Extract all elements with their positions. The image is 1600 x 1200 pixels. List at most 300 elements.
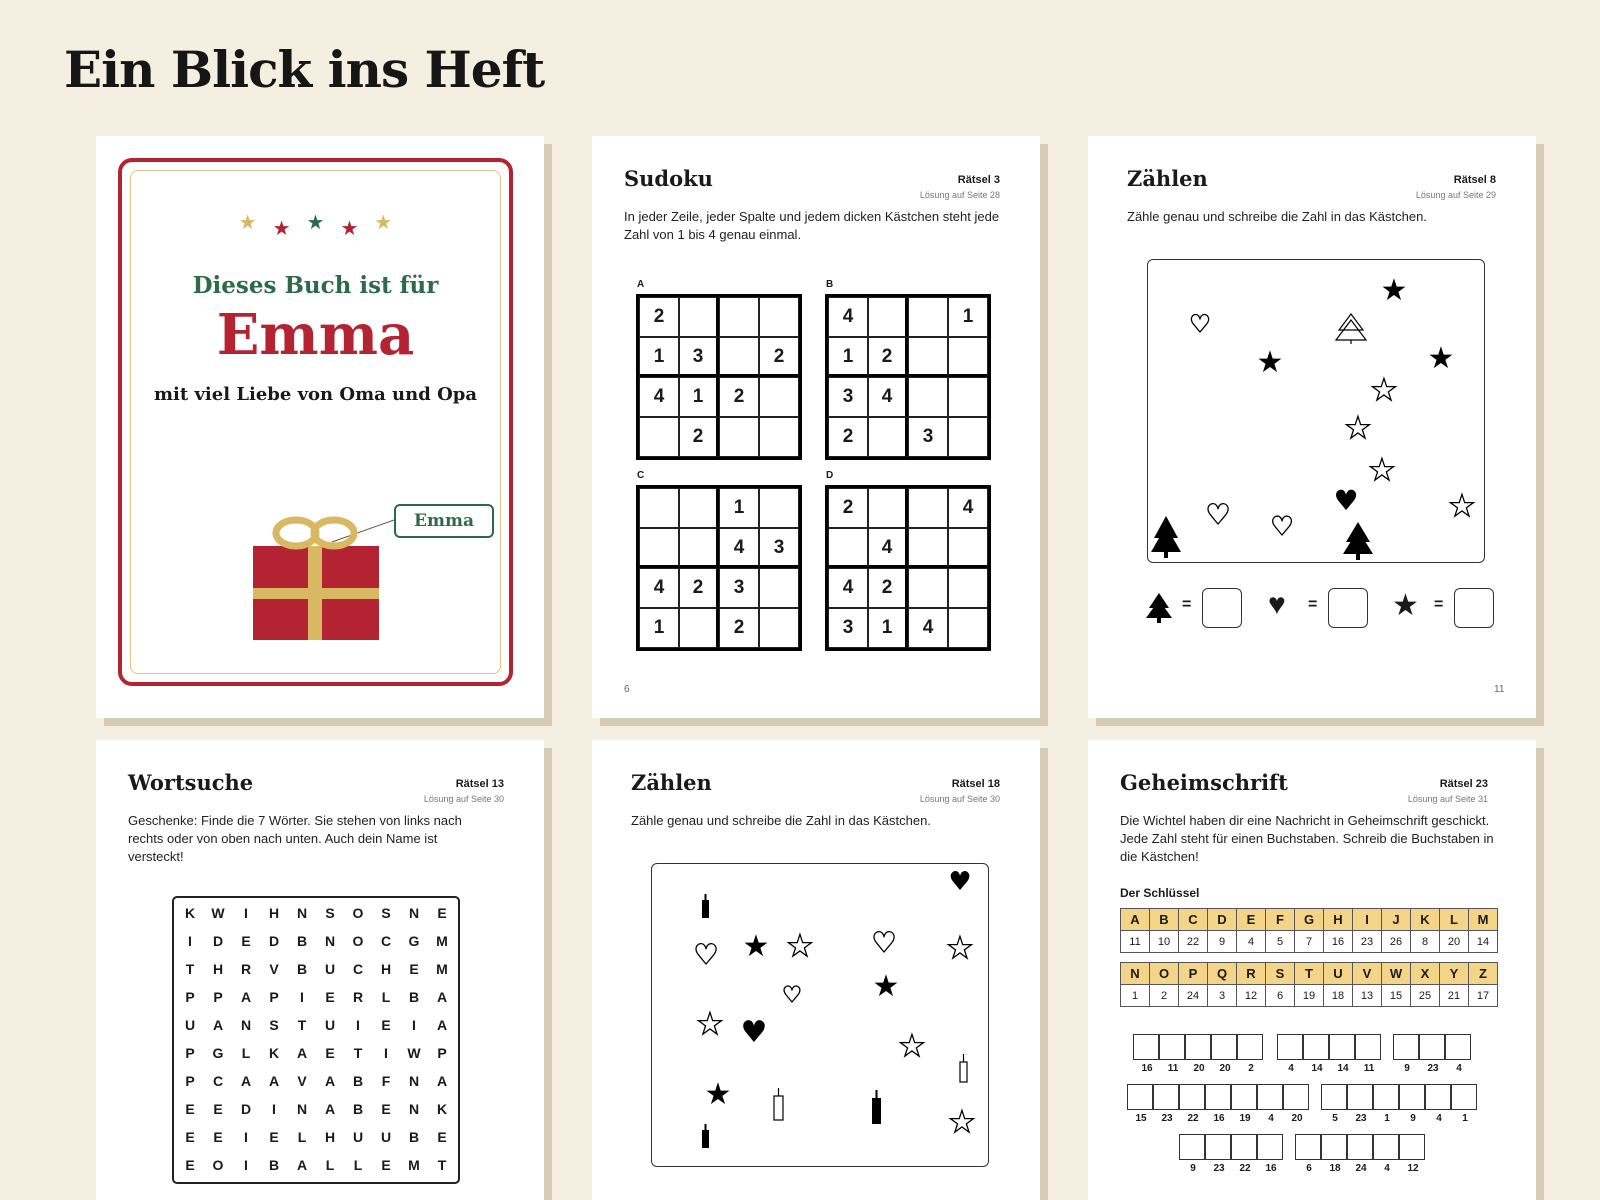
wordsearch-letter[interactable]: E [185,1101,195,1117]
answer-letter-box[interactable] [1231,1084,1257,1110]
sudoku-cell[interactable] [868,417,908,457]
sudoku-grid-a [636,294,802,460]
wordsearch-letter[interactable]: A [240,989,252,1005]
wordsearch-row [176,1011,458,1039]
wordsearch-letter[interactable]: H [268,905,280,921]
wordsearch-row [176,955,458,983]
code-number: 23 [1213,1163,1225,1174]
wordsearch-letter[interactable]: K [436,1101,448,1117]
sudoku-cell[interactable] [759,297,799,337]
sudoku-cell[interactable] [948,608,988,648]
wordsearch-letter[interactable]: E [213,1101,223,1117]
svg-text:★: ★ [898,1029,926,1064]
answer-letter-box[interactable] [1257,1134,1283,1160]
key-number: 1 [1121,985,1150,1007]
key-letter: C [1179,909,1208,931]
wordsearch-letter[interactable]: U [324,1017,336,1033]
gold-star-icon: ★ [374,212,393,234]
key-number: 23 [1353,931,1382,953]
tree-icon [1142,590,1176,624]
sudoku-label: C [637,470,645,481]
answer-letter-box[interactable] [1399,1134,1425,1160]
wordsearch-letter[interactable]: E [325,1045,335,1061]
answer-letter-box[interactable] [1303,1034,1329,1060]
wordsearch-letter[interactable]: N [240,1017,252,1033]
code-number: 1 [1462,1113,1468,1124]
wordsearch-letter[interactable]: M [436,961,448,977]
answer-word [1180,1134,1284,1174]
sudoku-cell[interactable] [948,528,988,568]
wordsearch-letter[interactable]: B [408,989,420,1005]
wordsearch-letter[interactable]: I [356,1017,360,1033]
answer-word [1278,1034,1382,1074]
svg-text:♥: ♥ [948,867,972,897]
svg-text:★: ★ [946,931,974,966]
answer-letter-box[interactable] [1329,1034,1355,1060]
answer-letter-box[interactable] [1373,1084,1399,1110]
wordsearch-letter[interactable]: A [324,1101,336,1117]
wordsearch-row [176,1039,458,1067]
wordsearch-letter[interactable]: A [240,1073,252,1089]
answer-letter-box[interactable] [1393,1034,1419,1060]
wordsearch-letter[interactable]: W [211,905,225,921]
code-number: 12 [1407,1163,1419,1174]
wordsearch-letter[interactable]: R [352,989,364,1005]
wordsearch-row [176,927,458,955]
sudoku-cell: 1 [948,297,988,337]
sudoku-cell[interactable] [908,377,948,417]
wordsearch-letter[interactable]: E [409,961,419,977]
sudoku-cell[interactable] [908,297,948,337]
answer-letter-box[interactable] [1211,1034,1237,1060]
svg-text:♥: ♥ [782,983,802,1008]
wordsearch-letter[interactable]: L [353,1157,363,1173]
sudoku-cell[interactable] [639,488,679,528]
cover-dedication-line: Dieses Buch ist für [192,272,439,299]
svg-text:♥: ♥ [1205,498,1231,531]
cover-from-line: mit viel Liebe von Oma und Opa [154,384,477,405]
key-number: 4 [1237,931,1266,953]
sudoku-cell[interactable] [639,417,679,457]
answer-box-stars[interactable] [1454,588,1494,628]
wordsearch-letter[interactable]: A [436,989,448,1005]
wordsearch-letter[interactable]: W [407,1045,421,1061]
sudoku-cell[interactable] [908,337,948,377]
wordsearch-letter[interactable]: P [185,1045,195,1061]
sudoku-cell[interactable] [759,417,799,457]
code-number: 9 [1410,1113,1416,1124]
wordsearch-letter[interactable]: B [352,1073,364,1089]
wordsearch-letter[interactable]: H [212,961,224,977]
key-letter: O [1150,963,1179,985]
wordsearch-row [176,899,458,927]
key-number: 15 [1382,985,1411,1007]
answer-letter-box[interactable] [1283,1084,1309,1110]
sudoku-cell[interactable] [908,568,948,608]
sudoku-cell: 4 [908,608,948,648]
key-number: 16 [1324,931,1353,953]
wordsearch-letter[interactable]: E [185,1129,195,1145]
key-number: 21 [1440,985,1469,1007]
sudoku-label: D [826,470,834,481]
sudoku-cell: 2 [868,568,908,608]
svg-text:♥: ♥ [871,926,897,959]
sudoku-cell[interactable] [948,568,988,608]
wordsearch-letter[interactable]: T [437,1157,447,1173]
wordsearch-letter[interactable]: C [380,933,392,949]
sudoku-cell[interactable] [828,528,868,568]
key-letter: L [1440,909,1469,931]
wordsearch-letter[interactable]: K [268,1045,280,1061]
sudoku-cell: 3 [908,417,948,457]
answer-word [1296,1134,1426,1174]
key-number: 20 [1440,931,1469,953]
wordsearch-letter[interactable]: N [408,1073,420,1089]
sudoku-cell[interactable] [679,297,719,337]
cipher-key-table-1 [1120,908,1498,953]
sudoku-cell[interactable] [719,337,759,377]
wordsearch-letter[interactable]: E [381,1017,391,1033]
answer-letter-box[interactable] [1277,1034,1303,1060]
sudoku-cell[interactable] [908,528,948,568]
sudoku-cell[interactable] [948,417,988,457]
svg-text:★: ★ [1427,341,1455,376]
wordsearch-letter[interactable]: V [297,1073,307,1089]
wordsearch-letter[interactable]: C [352,961,364,977]
wordsearch-letter[interactable]: F [381,1073,391,1089]
wordsearch-letter[interactable]: E [213,1129,223,1145]
key-number: 18 [1324,985,1353,1007]
svg-text:♥: ♥ [1189,310,1211,338]
answer-letter-box[interactable] [1127,1084,1153,1110]
wordsearch-letter[interactable]: A [296,1045,308,1061]
wordsearch-letter[interactable]: L [297,1129,307,1145]
sudoku-cell: 4 [828,568,868,608]
sudoku-cell[interactable] [639,528,679,568]
wordsearch-letter[interactable]: E [381,1157,391,1173]
key-number: 3 [1208,985,1237,1007]
wordsearch-letter[interactable]: T [353,1045,363,1061]
answer-letter-box[interactable] [1153,1084,1179,1110]
wordsearch-letter[interactable]: C [212,1073,224,1089]
wordsearch-letter[interactable]: A [268,1073,280,1089]
sudoku-cell[interactable] [759,608,799,648]
wordsearch-letter[interactable]: V [269,961,279,977]
sudoku-cell[interactable] [759,377,799,417]
wordsearch-letter[interactable]: S [269,1017,279,1033]
sudoku-cell[interactable] [719,297,759,337]
wordsearch-letter[interactable]: L [325,1157,335,1173]
wordsearch-letter[interactable]: B [268,1157,280,1173]
answer-letter-box[interactable] [1321,1084,1347,1110]
wordsearch-letter[interactable]: T [297,1017,307,1033]
wordsearch-letter[interactable]: B [352,1101,364,1117]
sudoku-cell[interactable] [868,297,908,337]
wordsearch-letter[interactable]: A [324,1073,336,1089]
wordsearch-letter[interactable]: I [244,905,248,921]
sudoku-cell: 2 [759,337,799,377]
key-letter: U [1324,963,1353,985]
puzzle-number: Rätsel 23 [1439,778,1488,790]
answer-letter-box[interactable] [1205,1134,1231,1160]
sudoku-cell: 1 [639,337,679,377]
wordsearch-letter[interactable]: O [352,905,364,921]
wordsearch-letter[interactable]: E [325,989,335,1005]
puzzle-number: Rätsel 8 [1453,174,1496,186]
key-letter: Q [1208,963,1237,985]
wordsearch-letter[interactable]: R [240,961,252,977]
key-letter: Z [1469,963,1498,985]
answer-letter-box[interactable] [1321,1134,1347,1160]
svg-text:♥: ♥ [693,938,719,971]
key-number: 2 [1150,985,1179,1007]
sudoku-cell[interactable] [679,528,719,568]
wordsearch-letter[interactable]: L [381,989,391,1005]
sudoku-cell: 2 [679,568,719,608]
code-number: 19 [1239,1113,1251,1124]
wordsearch-letter[interactable]: G [408,933,420,949]
wordsearch-letter[interactable]: H [380,961,392,977]
wordsearch-letter[interactable]: E [437,1129,447,1145]
wordsearch-letter[interactable]: E [381,1101,391,1117]
sudoku-cell[interactable] [868,488,908,528]
sudoku-cell[interactable] [719,417,759,457]
wordsearch-letter[interactable]: U [352,1129,364,1145]
answer-letter-box[interactable] [1185,1034,1211,1060]
code-number: 4 [1456,1063,1462,1074]
answer-letter-box[interactable] [1257,1084,1283,1110]
code-number: 20 [1193,1063,1205,1074]
counting-objects [1148,260,1486,564]
wordsearch-letter[interactable]: M [408,1157,420,1173]
answer-letter-box[interactable] [1231,1134,1257,1160]
sudoku-cell[interactable] [948,337,988,377]
answer-word [1322,1084,1478,1124]
wordsearch-letter[interactable]: O [212,1157,224,1173]
key-letter: W [1382,963,1411,985]
code-number: 18 [1329,1163,1341,1174]
wordsearch-letter[interactable]: I [244,1157,248,1173]
code-number: 4 [1268,1113,1274,1124]
wordsearch-letter[interactable]: H [324,1129,336,1145]
wordsearch-letter[interactable]: I [300,989,304,1005]
svg-text:★: ★ [696,1007,724,1042]
sudoku-cell: 2 [828,488,868,528]
answer-letter-box[interactable] [1179,1084,1205,1110]
code-number: 23 [1161,1113,1173,1124]
wordsearch-letter[interactable]: U [324,961,336,977]
answer-letter-box[interactable] [1399,1084,1425,1110]
answer-letter-box[interactable] [1347,1134,1373,1160]
wordsearch-letter[interactable]: M [436,933,448,949]
sudoku-cell: 1 [719,488,759,528]
answer-letter-box[interactable] [1445,1034,1471,1060]
sudoku-cell: 3 [828,608,868,648]
wordsearch-letter[interactable]: B [408,1129,420,1145]
wordsearch-letter[interactable]: N [296,905,308,921]
wordsearch-letter[interactable]: D [240,1101,252,1117]
instruction-text: Zähle genau und schreibe die Zahl in das Kästchen. [1127,209,1427,224]
answer-letter-box[interactable] [1133,1034,1159,1060]
key-label: Der Schlüssel [1120,886,1200,900]
puzzle-number: Rätsel 18 [951,778,1000,790]
key-letter: I [1353,909,1382,931]
wordsearch-letter[interactable]: E [269,1129,279,1145]
wordsearch-letter[interactable]: I [244,1129,248,1145]
code-number: 22 [1239,1163,1251,1174]
wordsearch-letter[interactable]: G [212,1045,224,1061]
wordsearch-letter[interactable]: N [408,905,420,921]
page-title: Zählen [631,770,712,795]
equals-sign: = [1434,596,1444,613]
counting-scene [651,863,989,1167]
wordsearch-letter[interactable]: P [185,1073,195,1089]
code-number: 22 [1187,1113,1199,1124]
gift-illustration [118,158,513,686]
wordsearch-letter[interactable]: I [272,1101,276,1117]
svg-text:★: ★ [786,929,814,964]
sudoku-cell[interactable] [759,568,799,608]
secret-code-page-card [1088,740,1536,1200]
answer-word [1394,1034,1472,1074]
wordsearch-letter[interactable]: P [269,989,279,1005]
code-number: 11 [1167,1063,1179,1074]
svg-text:★: ★ [704,1077,732,1112]
code-number: 24 [1355,1163,1367,1174]
sudoku-cell[interactable] [679,488,719,528]
sudoku-cell[interactable] [908,488,948,528]
instruction-text: Die Wichtel haben dir eine Nachricht in Geheimschrift geschickt. Jede Zahl steht für einen Buchstaben. Schreib die Buchstaben in die Kästchen! [1120,813,1494,864]
wordsearch-letter[interactable]: I [384,1045,388,1061]
answer-letter-box[interactable] [1179,1134,1205,1160]
answer-box-trees[interactable] [1202,588,1242,628]
cover-page-card [96,136,544,718]
code-number: 11 [1363,1063,1375,1074]
sudoku-cell: 2 [679,417,719,457]
answer-letter-box[interactable] [1425,1084,1451,1110]
sudoku-cell: 4 [868,377,908,417]
code-number: 2 [1248,1063,1254,1074]
wordsearch-letter[interactable]: S [325,905,335,921]
wordsearch-letter[interactable]: B [296,933,308,949]
wordsearch-letter[interactable]: A [436,1017,448,1033]
sudoku-cell: 3 [679,337,719,377]
svg-text:★: ★ [1370,373,1398,408]
equals-sign: = [1308,596,1318,613]
wordsearch-letter[interactable]: I [412,1017,416,1033]
solution-page: Lösung auf Seite 30 [423,794,504,804]
key-letter: T [1295,963,1324,985]
wordsearch-letter[interactable]: N [324,933,336,949]
wordsearch-letter[interactable]: I [188,933,192,949]
code-number: 16 [1141,1063,1153,1074]
wordsearch-letter[interactable]: B [296,961,308,977]
wordsearch-letter[interactable]: T [185,961,195,977]
wordsearch-letter[interactable]: P [185,989,195,1005]
wordsearch-letter[interactable]: K [184,905,196,921]
wordsearch-letter[interactable]: O [352,933,364,949]
wordsearch-letter[interactable]: E [185,1157,195,1173]
sudoku-cell: 1 [679,377,719,417]
key-letter: J [1382,909,1411,931]
sudoku-cell[interactable] [759,488,799,528]
answer-letter-box[interactable] [1205,1084,1231,1110]
key-letter: M [1469,909,1498,931]
solution-page: Lösung auf Seite 31 [1407,794,1488,804]
sudoku-cell: 3 [759,528,799,568]
instruction-text: In jeder Zeile, jeder Spalte und jedem dicken Kästchen steht jede Zahl von 1 bis 4 genau einmal. [624,209,1000,242]
sudoku-cell: 4 [719,528,759,568]
wordsearch-letter[interactable]: U [184,1017,196,1033]
answer-box-hearts[interactable] [1328,588,1368,628]
code-number: 14 [1337,1063,1349,1074]
wordsearch-letter[interactable]: N [408,1101,420,1117]
answer-letter-box[interactable] [1451,1084,1477,1110]
wordsearch-letter[interactable]: A [296,1157,308,1173]
page-heading: Ein Blick ins Heft [64,40,545,99]
wordsearch-letter[interactable]: L [241,1045,251,1061]
code-number: 14 [1311,1063,1323,1074]
sudoku-cell: 3 [828,377,868,417]
code-number: 4 [1384,1163,1390,1174]
key-number: 5 [1266,931,1295,953]
key-number: 24 [1179,985,1208,1007]
answer-letter-box[interactable] [1237,1034,1263,1060]
answer-letter-box[interactable] [1159,1034,1185,1060]
code-number: 4 [1436,1113,1442,1124]
cipher-key-table-2 [1120,962,1498,1007]
svg-text:★: ★ [1448,489,1476,524]
sudoku-page-card [592,136,1040,718]
svg-text:★: ★ [1256,345,1284,380]
wordsearch-letter[interactable]: N [296,1101,308,1117]
wordsearch-letter[interactable]: E [241,933,251,949]
code-number: 9 [1404,1063,1410,1074]
key-letter: S [1266,963,1295,985]
counting-page-card-2 [592,740,1040,1200]
key-number: 17 [1469,985,1498,1007]
sudoku-cell: 4 [639,377,679,417]
answer-letter-box[interactable] [1419,1034,1445,1060]
wordsearch-letter[interactable]: U [380,1129,392,1145]
wordsearch-letter[interactable]: P [437,1045,447,1061]
wordsearch-letter[interactable]: D [212,933,224,949]
wordsearch-letter[interactable]: A [436,1073,448,1089]
red-star-icon: ★ [272,218,291,240]
wordsearch-letter[interactable]: A [212,1017,224,1033]
answer-letter-box[interactable] [1295,1134,1321,1160]
answer-letter-box[interactable] [1355,1034,1381,1060]
wordsearch-letter[interactable]: D [268,933,280,949]
solution-page: Lösung auf Seite 28 [919,190,1000,200]
key-number: 8 [1411,931,1440,953]
wordsearch-letter[interactable]: S [381,905,391,921]
answer-letter-box[interactable] [1373,1134,1399,1160]
instruction-text: Geschenke: Finde die 7 Wörter. Sie stehen von links nach rechts oder von oben nach unten. Auch dein Name ist versteckt! [128,813,462,864]
key-letter: X [1411,963,1440,985]
key-letter: H [1324,909,1353,931]
wordsearch-row [176,1095,458,1123]
wordsearch-letter[interactable]: P [213,989,223,1005]
answer-letter-box[interactable] [1347,1084,1373,1110]
wordsearch-letter[interactable]: E [437,905,447,921]
red-star-icon: ★ [340,218,359,240]
code-number: 23 [1355,1113,1367,1124]
sudoku-cell[interactable] [679,608,719,648]
page-title: Wortsuche [128,770,254,795]
sudoku-cell[interactable] [948,377,988,417]
svg-text:★: ★ [1344,411,1372,446]
